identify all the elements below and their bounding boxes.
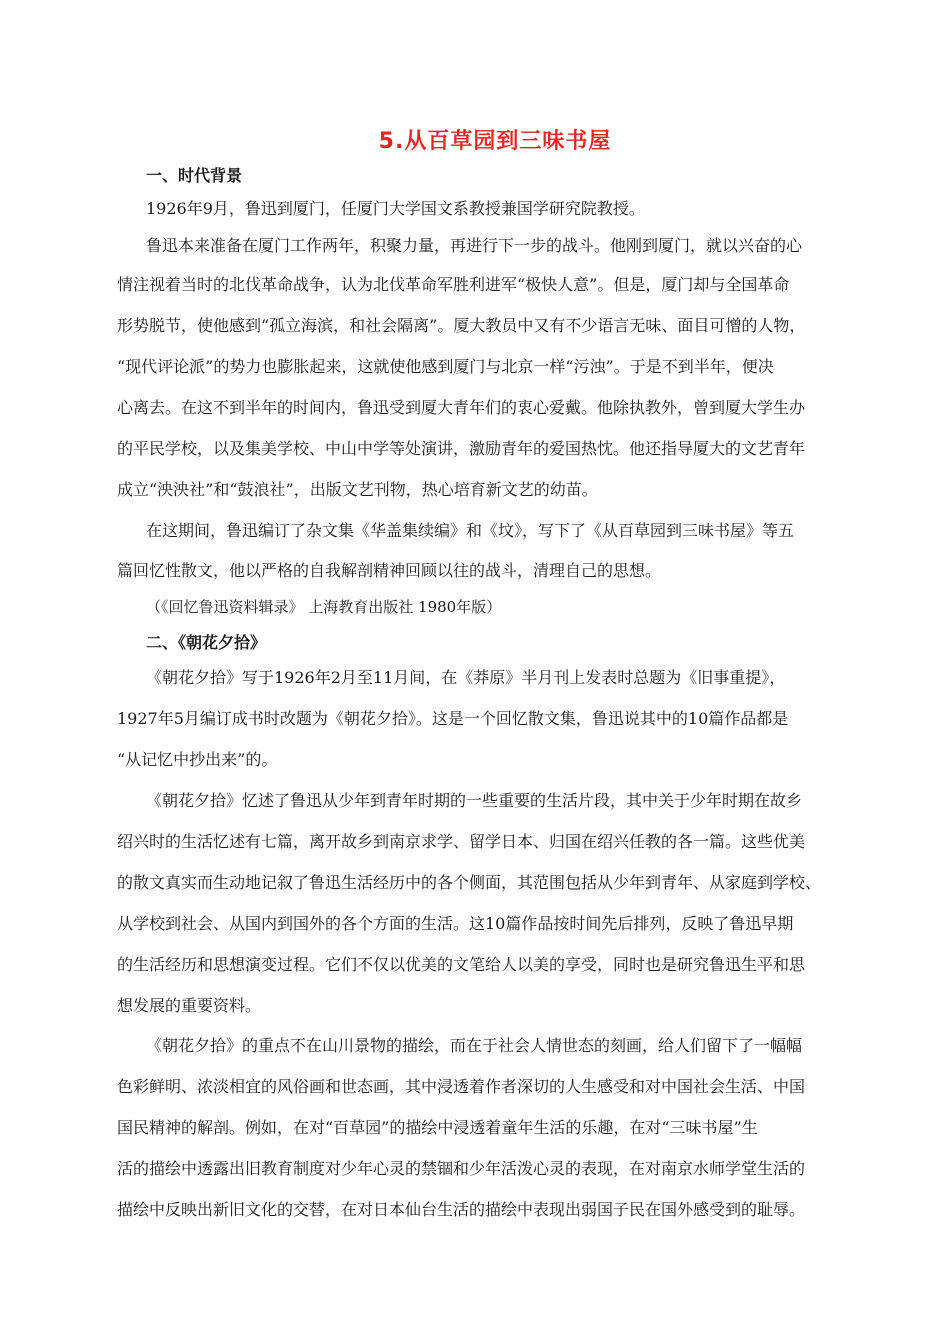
paragraph-line: 国民精神的解剖。例如，在对“百草园”的描绘中浸透着童年生活的乐趣，在对“三味书屋”生: [117, 1118, 758, 1137]
section-heading-zhaohuaxishi: 二、《朝花夕拾》: [146, 633, 267, 652]
paragraph-line: 《朝花夕拾》写于1926年2月至11月间，在《莽原》半月刊上发表时总题为《旧事重提》，: [146, 668, 786, 687]
paragraph-line: “从记忆中抄出来”的。: [117, 750, 278, 769]
paragraph-line: 想发展的重要资料。: [117, 996, 262, 1015]
paragraph-line: 1926年9月，鲁迅到厦门，任厦门大学国文系教授兼国学研究院教授。: [146, 199, 645, 218]
paragraph-line: 的平民学校，以及集美学校、中山中学等处演讲，激励青年的爱国热忱。他还指导厦大的文艺青年: [117, 439, 806, 458]
paragraph-line: 色彩鲜明、浓淡相宜的风俗画和世态画，其中浸透着作者深切的人生感受和对中国社会生活、中国: [117, 1077, 806, 1096]
paragraph-line: “现代评论派”的势力也膨胀起来，这就使他感到厦门与北京一样“污浊”。于是不到半年，便决: [117, 357, 774, 376]
paragraph-line: 的散文真实而生动地记叙了鲁迅生活经历中的各个侧面，其范围包括从少年到青年、从家庭到学校、: [117, 873, 822, 892]
paragraph-line: 从学校到社会、从国内到国外的各个方面的生活。这10篇作品按时间先后排列，反映了鲁迅早期: [117, 914, 794, 933]
paragraph-line: 绍兴时的生活忆述有七篇，离开故乡到南京求学、留学日本、归国在绍兴任教的各一篇。这些优美: [117, 832, 806, 851]
paragraph-line: 篇回忆性散文，他以严格的自我解剖精神回顾以往的战斗，清理自己的思想。: [117, 561, 662, 580]
paragraph-line: 成立“泱泱社”和“鼓浪社”，出版文艺刊物，热心培育新文艺的幼苗。: [117, 480, 598, 499]
paragraph-line: 《朝花夕拾》忆述了鲁迅从少年到青年时期的一些重要的生活片段，其中关于少年时期在故乡: [146, 791, 803, 810]
paragraph-line: 形势脱节，使他感到“孤立海滨，和社会隔离”。厦大教员中又有不少语言无味、面目可憎的人物，: [117, 316, 806, 335]
paragraph-line: 鲁迅本来准备在厦门工作两年，积聚力量，再进行下一步的战斗。他刚到厦门，就以兴奋的心: [146, 236, 803, 255]
section-heading-background: 一、时代背景: [146, 166, 243, 185]
paragraph-line: 心离去。在这不到半年的时间内，鲁迅受到厦大青年们的衷心爱戴。他除执教外，曾到厦大学生办: [117, 398, 806, 417]
paragraph-line: 描绘中反映出新旧文化的交替，在对日本仙台生活的描绘中表现出弱国子民在国外感受到的耻辱。: [117, 1200, 806, 1219]
paragraph-line: 《朝花夕拾》的重点不在山川景物的描绘，而在于社会人情世态的刻画，给人们留下了一幅幅: [146, 1036, 803, 1055]
paragraph-line: 1927年5月编订成书时改题为《朝花夕拾》。这是一个回忆散文集，鲁迅说其中的10篇作品都是: [117, 709, 789, 728]
paragraph-line: 在这期间，鲁迅编订了杂文集《华盖集续编》和《坟》，写下了《从百草园到三味书屋》等五: [146, 521, 795, 540]
source-citation: （《回忆鲁迅资料辑录》 上海教育出版社 1980年版）: [146, 598, 502, 616]
paragraph-line: 活的描绘中透露出旧教育制度对少年心灵的禁锢和少年活泼心灵的表现，在对南京水师学堂生活的: [117, 1159, 806, 1178]
paragraph-line: 的生活经历和思想演变过程。它们不仅以优美的文笔给人以美的享受，同时也是研究鲁迅生平和思: [117, 955, 806, 974]
paragraph-line: 情注视着当时的北伐革命战争，认为北伐革命军胜利进军“极快人意”。但是，厦门却与全国革命: [117, 275, 790, 294]
document-title: 5.从百草园到三味书屋: [378, 129, 612, 154]
